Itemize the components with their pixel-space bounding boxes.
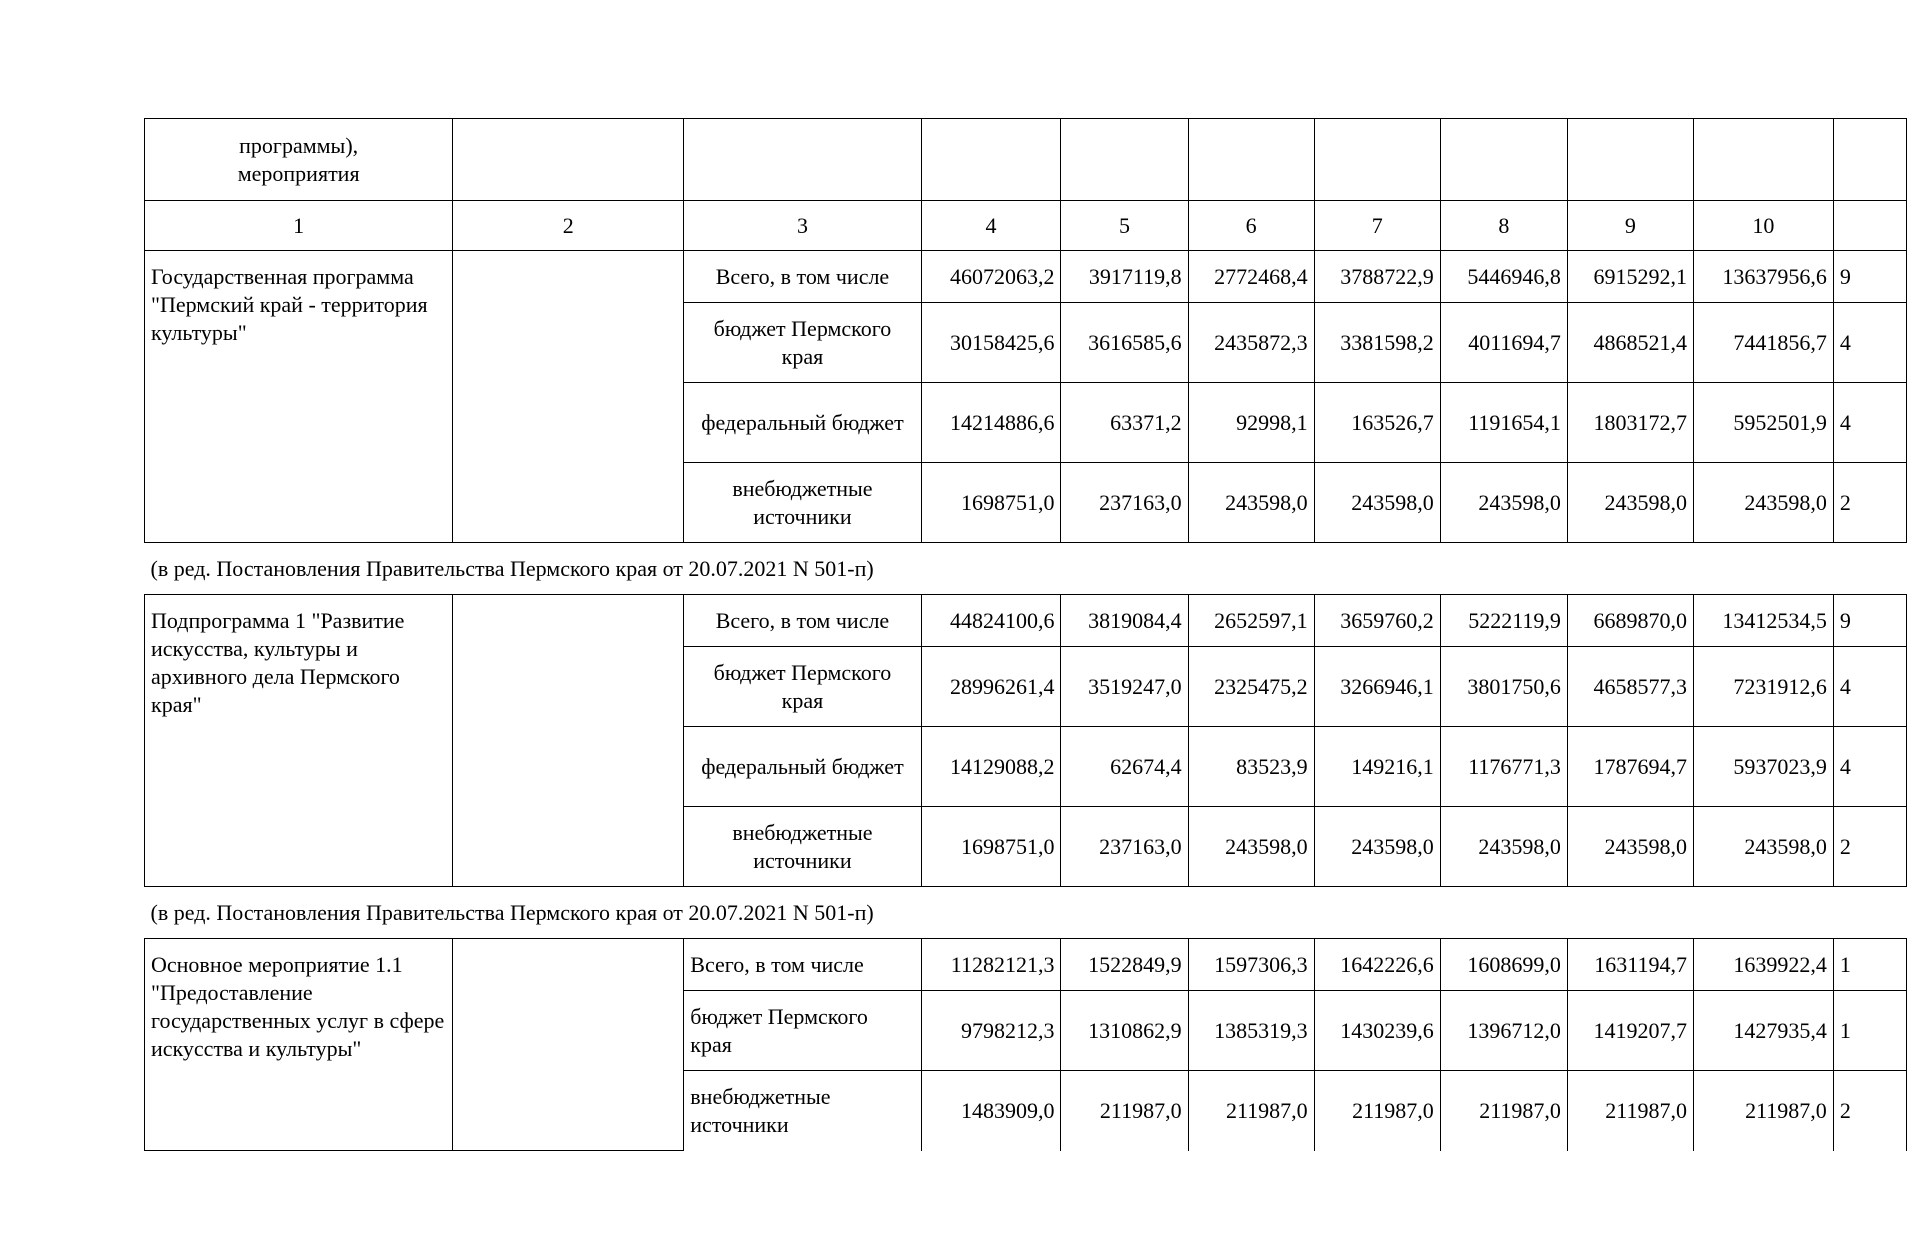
header-col1-line1: программы), [239, 132, 359, 158]
value-cell: 1483909,0 [921, 1071, 1061, 1151]
value-cell: 1631194,7 [1567, 939, 1693, 991]
value-cell: 4 [1833, 383, 1906, 463]
value-cell: 1608699,0 [1440, 939, 1567, 991]
value-cell: 3519247,0 [1061, 647, 1188, 727]
value-cell: 5446946,8 [1440, 251, 1567, 303]
program-title: Государственная программа "Пермский край - территория культуры" [145, 251, 453, 543]
value-cell: 1642226,6 [1314, 939, 1440, 991]
value-cell: 30158425,6 [921, 303, 1061, 383]
column-number: 10 [1693, 201, 1833, 251]
header-continuation-row [145, 119, 1907, 201]
value-cell: 2325475,2 [1188, 647, 1314, 727]
value-cell: 1 [1833, 939, 1906, 991]
column-number: 4 [921, 201, 1061, 251]
value-cell: 4 [1833, 303, 1906, 383]
value-cell: 1430239,6 [1314, 991, 1440, 1071]
funding-source: федеральный бюджет [684, 727, 921, 807]
responsible-cell [453, 595, 684, 887]
responsible-cell [453, 939, 684, 1151]
value-cell: 2435872,3 [1188, 303, 1314, 383]
value-cell: 13412534,5 [1693, 595, 1833, 647]
value-cell: 4 [1833, 647, 1906, 727]
value-cell: 3659760,2 [1314, 595, 1440, 647]
value-cell: 6689870,0 [1567, 595, 1693, 647]
value-cell: 62674,4 [1061, 727, 1188, 807]
value-cell: 1698751,0 [921, 463, 1061, 543]
value-cell: 2772468,4 [1188, 251, 1314, 303]
table-row [145, 939, 1907, 991]
value-cell: 1396712,0 [1440, 991, 1567, 1071]
value-cell: 5952501,9 [1693, 383, 1833, 463]
value-cell: 11282121,3 [921, 939, 1061, 991]
value-cell: 149216,1 [1314, 727, 1440, 807]
value-cell: 2 [1833, 807, 1906, 887]
value-cell: 243598,0 [1567, 807, 1693, 887]
value-cell: 211987,0 [1440, 1071, 1567, 1151]
column-number: 8 [1440, 201, 1567, 251]
activity-title: Основное мероприятие 1.1 "Предоставление государственных услуг в сфере искусства и культуры" [145, 939, 453, 1151]
value-cell: 28996261,4 [921, 647, 1061, 727]
value-cell: 7441856,7 [1693, 303, 1833, 383]
amendment-note-row [145, 543, 1907, 595]
funding-source: Всего, в том числе [684, 251, 921, 303]
value-cell: 1787694,7 [1567, 727, 1693, 807]
value-cell: 243598,0 [1440, 463, 1567, 543]
value-cell: 4868521,4 [1567, 303, 1693, 383]
value-cell: 1698751,0 [921, 807, 1061, 887]
value-cell: 211987,0 [1188, 1071, 1314, 1151]
value-cell: 3801750,6 [1440, 647, 1567, 727]
value-cell: 211987,0 [1061, 1071, 1188, 1151]
column-number-row [145, 201, 1907, 251]
value-cell: 3381598,2 [1314, 303, 1440, 383]
table-row [145, 595, 1907, 647]
funding-source: внебюджетные источники [684, 1071, 921, 1151]
column-number [1833, 201, 1906, 251]
value-cell: 2 [1833, 1071, 1906, 1151]
value-cell: 1 [1833, 991, 1906, 1071]
value-cell: 243598,0 [1188, 463, 1314, 543]
value-cell: 211987,0 [1693, 1071, 1833, 1151]
value-cell: 1310862,9 [1061, 991, 1188, 1071]
value-cell: 1597306,3 [1188, 939, 1314, 991]
funding-source: внебюджетные источники [684, 463, 921, 543]
value-cell: 3788722,9 [1314, 251, 1440, 303]
funding-source: федеральный бюджет [684, 383, 921, 463]
funding-source: бюджет Пермского края [684, 991, 921, 1071]
value-cell: 3266946,1 [1314, 647, 1440, 727]
value-cell: 3819084,4 [1061, 595, 1188, 647]
value-cell: 163526,7 [1314, 383, 1440, 463]
value-cell: 9798212,3 [921, 991, 1061, 1071]
value-cell: 2652597,1 [1188, 595, 1314, 647]
value-cell: 1419207,7 [1567, 991, 1693, 1071]
amendment-note: (в ред. Постановления Правительства Пермского края от 20.07.2021 N 501-п) [145, 543, 1907, 595]
budget-table [144, 118, 1907, 1151]
value-cell: 211987,0 [1567, 1071, 1693, 1151]
value-cell: 44824100,6 [921, 595, 1061, 647]
value-cell: 1427935,4 [1693, 991, 1833, 1071]
value-cell: 243598,0 [1188, 807, 1314, 887]
value-cell: 2 [1833, 463, 1906, 543]
value-cell: 1385319,3 [1188, 991, 1314, 1071]
value-cell: 7231912,6 [1693, 647, 1833, 727]
value-cell: 243598,0 [1314, 463, 1440, 543]
value-cell: 4658577,3 [1567, 647, 1693, 727]
value-cell: 83523,9 [1188, 727, 1314, 807]
funding-source: бюджет Пермского края [684, 303, 921, 383]
funding-source: внебюджетные источники [684, 807, 921, 887]
value-cell: 237163,0 [1061, 807, 1188, 887]
value-cell: 3917119,8 [1061, 251, 1188, 303]
value-cell: 3616585,6 [1061, 303, 1188, 383]
subprogram-title: Подпрограмма 1 "Развитие искусства, культуры и архивного дела Пермского края" [145, 595, 453, 887]
value-cell: 237163,0 [1061, 463, 1188, 543]
column-number: 2 [453, 201, 684, 251]
funding-source: Всего, в том числе [684, 595, 921, 647]
value-cell: 211987,0 [1314, 1071, 1440, 1151]
column-number: 3 [684, 201, 921, 251]
value-cell: 4 [1833, 727, 1906, 807]
document-page [144, 118, 1851, 1144]
value-cell: 14129088,2 [921, 727, 1061, 807]
value-cell: 1522849,9 [1061, 939, 1188, 991]
value-cell: 4011694,7 [1440, 303, 1567, 383]
value-cell: 92998,1 [1188, 383, 1314, 463]
funding-source: бюджет Пермского края [684, 647, 921, 727]
column-number: 1 [145, 201, 453, 251]
value-cell: 243598,0 [1567, 463, 1693, 543]
column-number: 6 [1188, 201, 1314, 251]
value-cell: 13637956,6 [1693, 251, 1833, 303]
value-cell: 243598,0 [1693, 463, 1833, 543]
value-cell: 1803172,7 [1567, 383, 1693, 463]
value-cell: 9 [1833, 595, 1906, 647]
value-cell: 6915292,1 [1567, 251, 1693, 303]
value-cell: 14214886,6 [921, 383, 1061, 463]
amendment-note: (в ред. Постановления Правительства Пермского края от 20.07.2021 N 501-п) [145, 887, 1907, 939]
value-cell: 1639922,4 [1693, 939, 1833, 991]
value-cell: 1176771,3 [1440, 727, 1567, 807]
column-number: 5 [1061, 201, 1188, 251]
responsible-cell [453, 251, 684, 543]
column-number: 7 [1314, 201, 1440, 251]
value-cell: 63371,2 [1061, 383, 1188, 463]
funding-source: Всего, в том числе [684, 939, 921, 991]
value-cell: 243598,0 [1440, 807, 1567, 887]
value-cell: 1191654,1 [1440, 383, 1567, 463]
value-cell: 46072063,2 [921, 251, 1061, 303]
header-col1-line2: мероприятия [237, 160, 360, 186]
table-row [145, 251, 1907, 303]
value-cell: 243598,0 [1693, 807, 1833, 887]
value-cell: 5937023,9 [1693, 727, 1833, 807]
amendment-note-row [145, 887, 1907, 939]
value-cell: 9 [1833, 251, 1906, 303]
column-number: 9 [1567, 201, 1693, 251]
value-cell: 5222119,9 [1440, 595, 1567, 647]
header-col1-text [145, 119, 453, 201]
value-cell: 243598,0 [1314, 807, 1440, 887]
